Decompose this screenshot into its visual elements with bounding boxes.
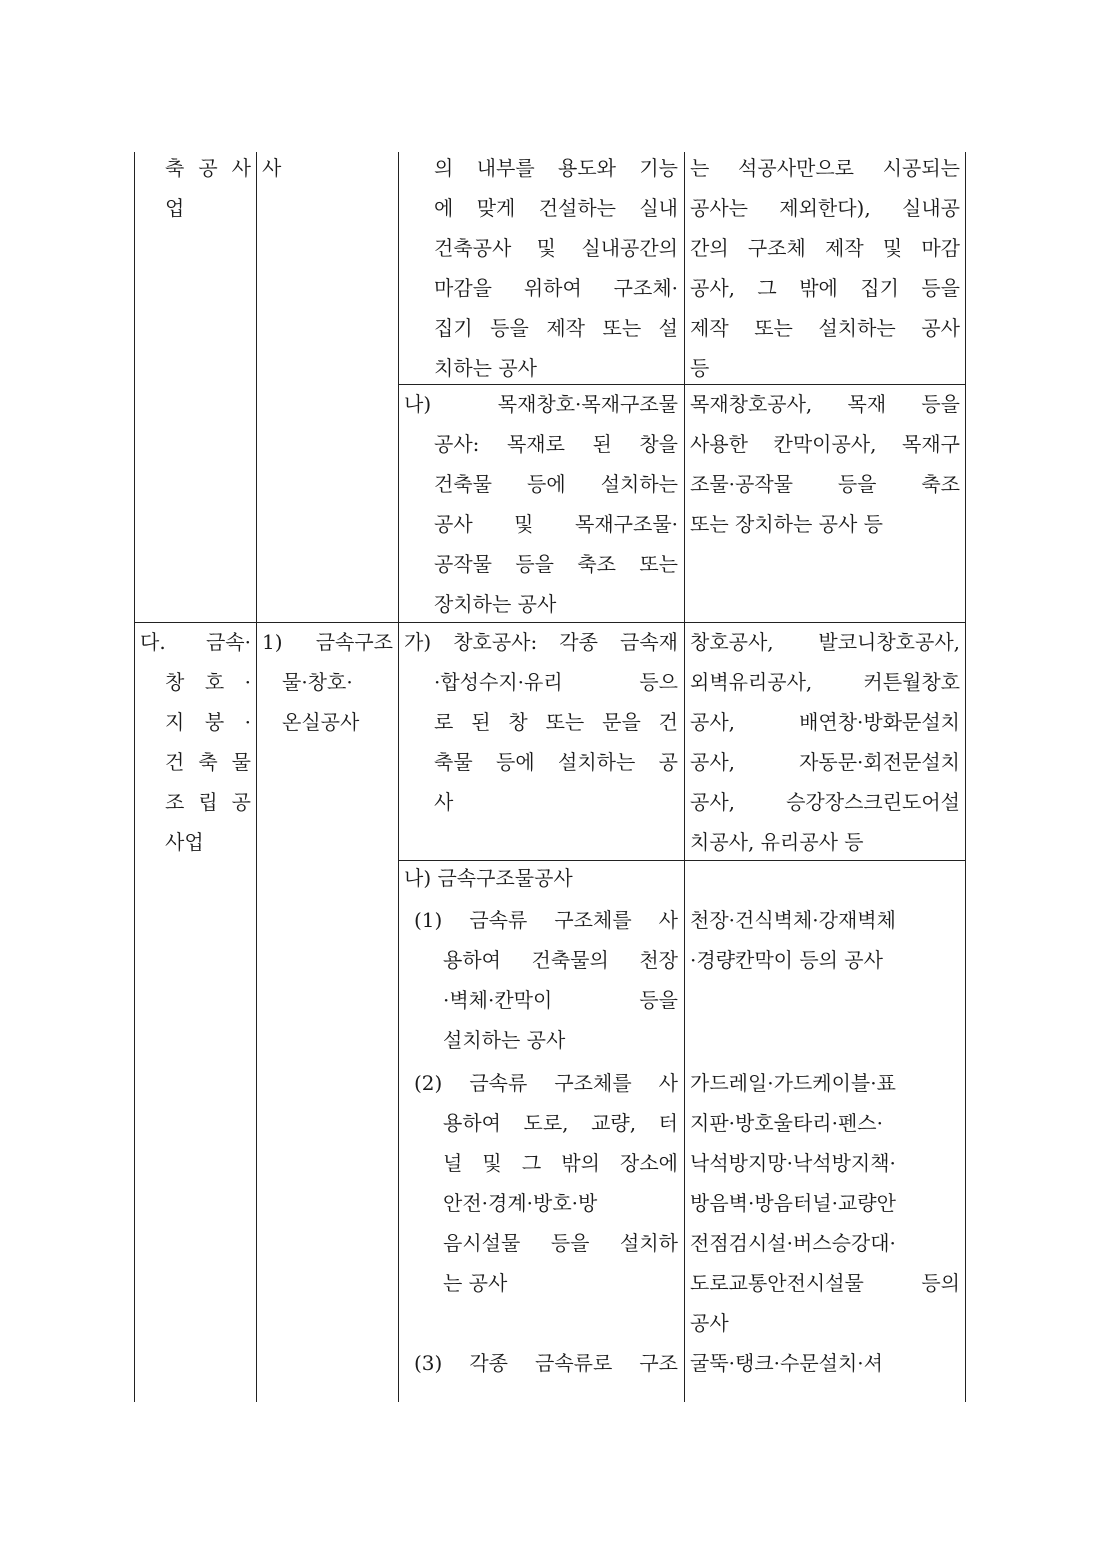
examples-line: 공사, 승강장스크린도어설 (690, 790, 960, 814)
examples-line: 치공사, 유리공사 등 (690, 830, 864, 854)
examples-line: 공사는 제외한다), 실내공 (690, 196, 960, 220)
description-line: (3) 각종 금속류로 구조 (414, 1351, 678, 1375)
subcategory-line: 물·창호· (282, 670, 353, 694)
description-line: 공사 및 목재구조물· (434, 512, 678, 536)
description-line: 가) 창호공사: 각종 금속재 (404, 630, 678, 654)
row-divider (398, 384, 966, 385)
column-divider-1 (256, 152, 257, 1402)
description-line: 건축공사 및 실내공간의 (434, 236, 678, 260)
examples-line: ·경량칸막이 등의 공사 (690, 948, 883, 972)
description-line: 는 공사 (443, 1271, 508, 1295)
subsection-heading: 나) 금속구조물공사 (404, 866, 573, 890)
description-line: 용하여 건축물의 천장 (443, 948, 678, 972)
examples-line: 외벽유리공사, 커튼월창호 (690, 670, 960, 694)
description-line: 음시설물 등을 설치하 (443, 1231, 678, 1255)
examples-line: 공사 (690, 1311, 729, 1335)
category-line: 다. 금속· (140, 630, 251, 654)
description-line: (1) 금속류 구조체를 사 (414, 908, 678, 932)
description-line: ·벽체·칸막이 등을 (443, 988, 678, 1012)
examples-line: 공사, 그 밖에 집기 등을 (690, 276, 960, 300)
examples-line: 제작 또는 설치하는 공사 (690, 316, 960, 340)
category-line: 사업 (165, 830, 204, 854)
category-line: 건 축 물 (165, 750, 251, 774)
examples-line: 굴뚝·탱크·수문설치·셔 (690, 1351, 883, 1375)
description-line: ·합성수지·유리 등으 (434, 670, 678, 694)
subcategory-line: 온실공사 (282, 710, 360, 734)
examples-line: 등 (690, 356, 710, 380)
examples-line: 방음벽·방음터널·교량안 (690, 1191, 896, 1215)
description-line: 건축물 등에 설치하는 (434, 472, 678, 496)
description-line: 의 내부를 용도와 기능 (434, 156, 678, 180)
description-line: 치하는 공사 (434, 356, 537, 380)
description-line: 마감을 위하여 구조체· (434, 276, 678, 300)
description-line: 안전·경계·방호·방 (443, 1191, 598, 1215)
description-line: 설치하는 공사 (443, 1028, 566, 1052)
examples-line: 천장·건식벽체·강재벽체 (690, 908, 896, 932)
description-line: 용하여 도로, 교량, 터 (443, 1111, 678, 1135)
examples-line: 도로교통안전시설물 등의 (690, 1271, 960, 1295)
examples-line: 지판·방호울타리·펜스· (690, 1111, 883, 1135)
description-line: 널 및 그 밖의 장소에 (443, 1151, 678, 1175)
category-line: 축 공 사 (165, 156, 251, 180)
category-line: 조 립 공 (165, 790, 251, 814)
description-line: 공작물 등을 축조 또는 (434, 552, 678, 576)
examples-line: 목재창호공사, 목재 등을 (690, 392, 960, 416)
examples-line: 창호공사, 발코니창호공사, (690, 630, 960, 654)
subcategory-line: 사 (262, 156, 282, 180)
category-line: 업 (165, 196, 185, 220)
examples-line: 조물·공작물 등을 축조 (690, 472, 960, 496)
examples-line: 는 석공사만으로 시공되는 (690, 156, 960, 180)
column-divider-2 (398, 152, 399, 1402)
description-line: 에 맞게 건설하는 실내 (434, 196, 678, 220)
examples-line: 사용한 칸막이공사, 목재구 (690, 432, 960, 456)
description-line: 공사: 목재로 된 창을 (434, 432, 678, 456)
section-divider (134, 622, 966, 623)
table-border-left (134, 152, 135, 1402)
category-line: 지 붕 · (165, 710, 251, 734)
description-line: 나) 목재창호·목재구조물 (404, 392, 678, 416)
table-border-right (965, 152, 966, 1402)
description-line: 집기 등을 제작 또는 설 (434, 316, 678, 340)
subcategory-line: 1) 금속구조 (262, 630, 393, 654)
examples-line: 낙석방지망·낙석방지책· (690, 1151, 896, 1175)
description-line: 장치하는 공사 (434, 592, 557, 616)
column-divider-3 (684, 152, 685, 1402)
description-line: 축물 등에 설치하는 공 (434, 750, 678, 774)
examples-line: 또는 장치하는 공사 등 (690, 512, 883, 536)
description-line: (2) 금속류 구조체를 사 (414, 1071, 678, 1095)
examples-line: 전점검시설·버스승강대· (690, 1231, 896, 1255)
examples-line: 가드레일·가드케이블·표 (690, 1071, 896, 1095)
examples-line: 간의 구조체 제작 및 마감 (690, 236, 960, 260)
category-line: 창 호 · (165, 670, 251, 694)
description-line: 사 (434, 790, 454, 814)
description-line: 로 된 창 또는 문을 건 (434, 710, 678, 734)
examples-line: 공사, 배연창·방화문설치 (690, 710, 960, 734)
row-divider (398, 860, 966, 861)
examples-line: 공사, 자동문·회전문설치 (690, 750, 960, 774)
